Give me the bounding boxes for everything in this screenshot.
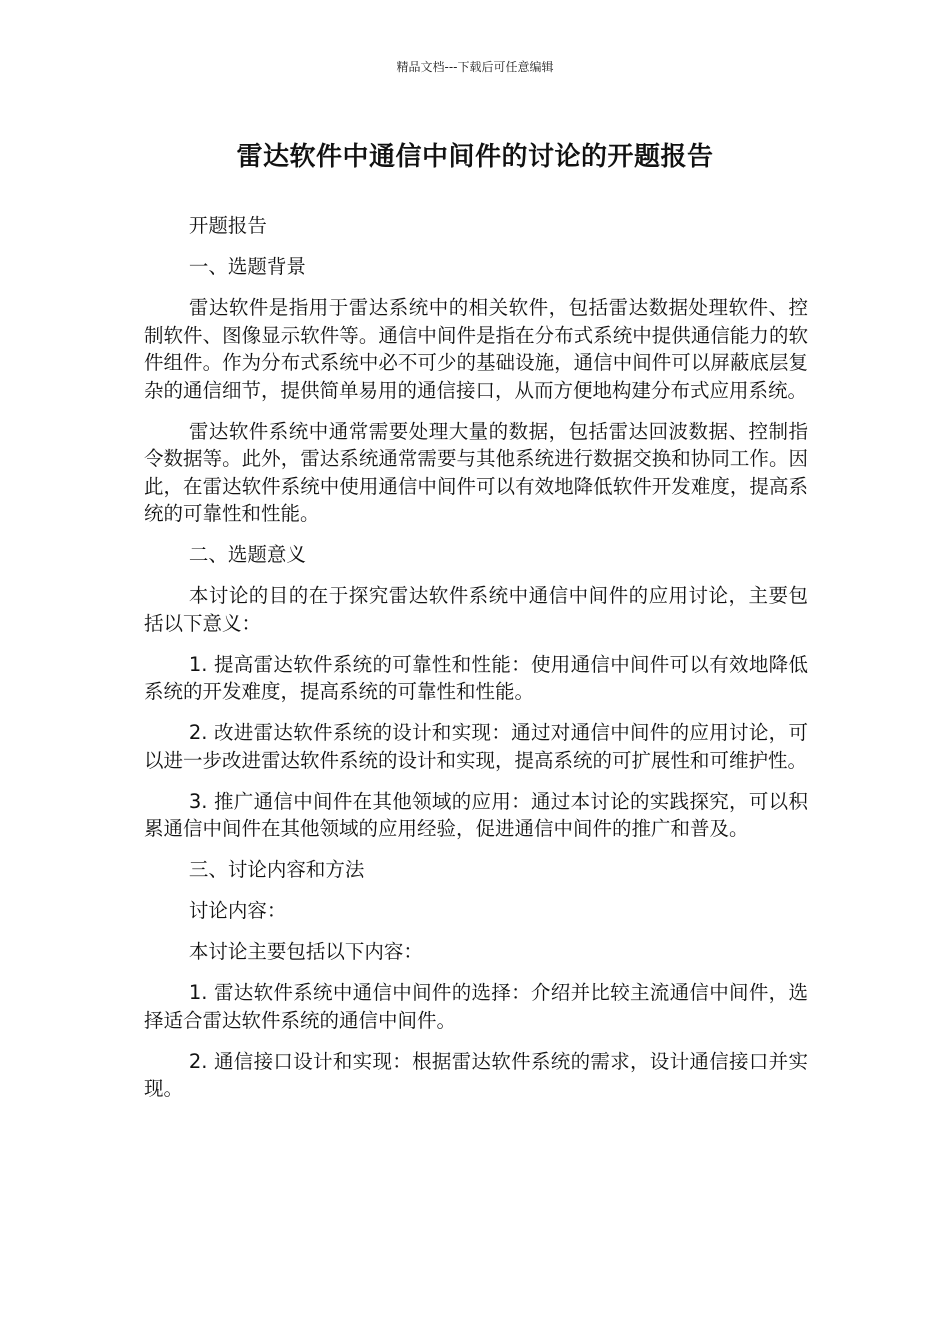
section-heading-significance: 二、选题意义 (188, 543, 306, 566)
page-header-note: 精品文档---下载后可任意编辑 (396, 60, 554, 74)
section-heading-content-methods: 三、讨论内容和方法 (188, 858, 365, 881)
list-item: 3. 推广通信中间件在其他领域的应用：通过本讨论的实践探究，可以积累通信中间件在其他领域的应用经验，促进通信中间件的推广和普及。 (144, 789, 808, 840)
subheading-content: 讨论内容： (188, 899, 287, 922)
document-body (144, 212, 808, 1116)
list-item: 1. 提高雷达软件系统的可靠性和性能：使用通信中间件可以有效地降低系统的开发难度，提高系统的可靠性和性能。 (144, 652, 808, 703)
paragraph: 雷达软件是指用于雷达系统中的相关软件，包括雷达数据处理软件、控制软件、图像显示软件等。通信中间件是指在分布式系统中提供通信能力的软件组件。作为分布式系统中必不可少的基础设施，通信中间件可以屏蔽底层复杂的通信细节，提供简单易用的通信接口，从而方便地构建分布式应用系统。 (144, 296, 808, 402)
document-title: 雷达软件中通信中间件的讨论的开题报告 (236, 142, 714, 172)
list-item: 1. 雷达软件系统中通信中间件的选择：介绍并比较主流通信中间件，选择适合雷达软件系统的通信中间件。 (144, 981, 808, 1032)
paragraph: 雷达软件系统中通常需要处理大量的数据，包括雷达回波数据、控制指令数据等。此外，雷达系统通常需要与其他系统进行数据交换和协同工作。因此，在雷达软件系统中使用通信中间件可以有效地降低软件开发难度，提高系统的可靠性和性能。 (144, 419, 808, 525)
paragraph: 本讨论的目的在于探究雷达软件系统中通信中间件的应用讨论，主要包括以下意义： (144, 584, 808, 635)
paragraph: 本讨论主要包括以下内容： (188, 940, 423, 963)
heading-report: 开题报告 (188, 214, 267, 237)
list-item: 2. 改进雷达软件系统的设计和实现：通过对通信中间件的应用讨论，可以进一步改进雷达软件系统的设计和实现，提高系统的可扩展性和可维护性。 (144, 721, 808, 772)
list-item: 2. 通信接口设计和实现：根据雷达软件系统的需求，设计通信接口并实现。 (144, 1049, 808, 1100)
section-heading-background: 一、选题背景 (188, 255, 306, 278)
